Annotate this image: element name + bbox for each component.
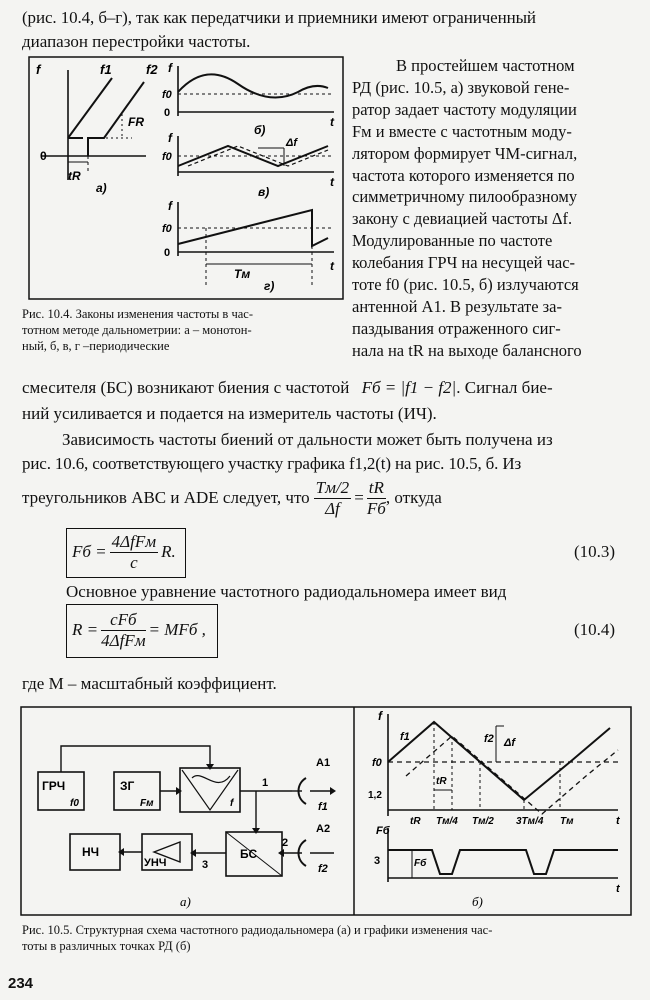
x-Tm2: Tм/2	[472, 816, 494, 827]
fig104-g-f: f	[168, 199, 172, 213]
right-column-line: частота которого изменяется по	[352, 165, 575, 185]
node-2: 2	[282, 837, 289, 849]
fig104-b-label: б)	[254, 123, 266, 137]
right-column-line: симметричному пилообразному	[352, 187, 578, 207]
eq1-den: c	[130, 552, 138, 572]
right-column-line: нала на tR на выходе балансного	[352, 340, 582, 360]
eq2-number: (10.4)	[574, 620, 616, 639]
block-bs: БС	[240, 847, 258, 861]
x-3Tm4: 3Tм/4	[516, 816, 544, 827]
right-column-line: антенной A1. В результате за-	[352, 296, 563, 316]
eq1-lhs: Fб =	[72, 542, 107, 561]
fig104-label-a: а)	[96, 181, 107, 195]
fig104-v-label: в)	[258, 185, 270, 199]
eq1-number: (10.3)	[574, 542, 616, 561]
eq2-den: 4ΔfFм	[101, 630, 146, 650]
fig104-b-0: 0	[164, 107, 171, 119]
fraction-tr	[367, 478, 386, 519]
graph-Fb-mark: Fб	[414, 858, 427, 869]
top-line-2: диапазон перестройки частоты.	[22, 32, 251, 51]
right-column-line: В простейшем частотном	[396, 56, 575, 75]
panel-a-label: а)	[180, 894, 191, 909]
mid-text: Основное уравнение частотного радиодальномера имеет вид	[66, 582, 507, 601]
fig104-b-t: t	[330, 115, 334, 129]
fig104-g-f0: f0	[162, 223, 172, 235]
eq2-num: cFб	[101, 610, 145, 631]
right-column-line: Модулированные по частоте	[352, 231, 553, 251]
fraction-tm	[314, 478, 352, 519]
graph-y12: 1,2	[368, 790, 382, 801]
graph-tR-top: tR	[436, 776, 447, 787]
fig104-g-0: 0	[164, 247, 171, 259]
fig104-g-t: t	[330, 259, 334, 273]
block-unch: УНЧ	[144, 857, 167, 869]
block-fm-f: f	[230, 798, 234, 809]
fig104-b-f0: f0	[162, 89, 172, 101]
para-line-5	[22, 476, 442, 520]
formula-fb: Fб = |f1 − f2|	[361, 378, 457, 397]
where-text: где M – масштабный коэффициент.	[22, 674, 277, 693]
right-column-line: лятором формирует ЧМ-сигнал,	[352, 143, 578, 163]
node-1: 1	[262, 777, 269, 789]
block-nch: НЧ	[82, 845, 100, 859]
figure-10-4	[28, 56, 344, 300]
eq2-mid: = MFб ,	[148, 620, 206, 639]
fraction-tm-den: Δf	[325, 498, 340, 518]
fig104-v-t: t	[330, 175, 334, 189]
fig104-b-f: f	[168, 61, 172, 75]
figure-10-5-svg	[20, 706, 632, 916]
fig105-caption-1: Рис. 10.5. Структурная схема частотного радиодальномера (а) и графики изменения час-	[22, 923, 493, 937]
top-line-1: (рис. 10.4, б–г), так как передатчики и приемники имеют ограниченный	[22, 8, 536, 27]
fig104-label-f1: f1	[100, 62, 112, 77]
right-column-line: закону с девиацией частоты Δf.	[352, 209, 573, 229]
graph-f2: f2	[484, 733, 494, 745]
eq1-num: 4ΔfFм	[111, 531, 157, 551]
figure-10-4-svg	[28, 56, 344, 300]
right-column-line: Fм и вместе с частотным моду-	[352, 121, 572, 141]
eq2-lhs: R =	[72, 620, 99, 639]
fig104-label-fR: FR	[128, 115, 144, 129]
fig104-caption-2: тотном методе дальнометрии: а – монотон-	[22, 323, 252, 337]
block-zg-sub: Fм	[140, 798, 154, 809]
para-line-5a: треугольников ABC и ADE следует, что	[22, 488, 310, 507]
fig104-label-tR: tR	[68, 169, 81, 183]
panel-b-label: б)	[472, 894, 483, 909]
x-Tm: Tм	[560, 816, 574, 827]
para-line-2: ний усиливается и подается на измеритель частоты (ИЧ).	[22, 404, 437, 423]
figure-10-5	[20, 706, 632, 916]
antenna-a1: A1	[316, 757, 331, 769]
page-number: 234	[8, 975, 34, 992]
fig104-label-f2: f2	[146, 62, 158, 77]
fraction-tm-num: Tм/2	[315, 477, 350, 497]
block-grch: ГРЧ	[42, 779, 66, 793]
fig104-label-zero: 0	[40, 149, 47, 163]
antenna-a2: A2	[316, 823, 331, 835]
graph-y3: 3	[374, 855, 381, 867]
fig104-g-Tm: Tм	[234, 267, 251, 281]
antenna-f2: f2	[318, 863, 328, 875]
right-column-line: паздывания отраженного сиг-	[352, 318, 561, 338]
eq2-fraction	[101, 610, 145, 651]
fig104-v-f: f	[168, 131, 172, 145]
graph-f0: f0	[372, 757, 382, 769]
equation-10-3	[72, 530, 176, 574]
eq1-rhs: R.	[161, 542, 176, 561]
graph-t-top: t	[616, 815, 620, 827]
para-line-1a: смесителя (БС) возникают биения с частотой	[22, 378, 350, 397]
fraction-tr-den: Fб	[366, 498, 386, 518]
graph-Fb: Fб	[376, 825, 390, 837]
fig104-g-label: г)	[264, 279, 275, 293]
para-line-5b: , откуда	[385, 488, 442, 507]
x-tR: tR	[410, 816, 421, 827]
fraction-tr-num: tR	[368, 477, 384, 497]
block-grch-sub: f0	[70, 798, 79, 809]
right-column-line: колебания ГРЧ на несущей час-	[352, 253, 576, 273]
right-column-line: тоте f0 (рис. 10.5, б) излучаются	[352, 275, 579, 294]
equation-10-4	[72, 608, 206, 652]
fig104-caption-3: ный, б, в, г –периодические	[22, 339, 170, 353]
block-zg: ЗГ	[120, 779, 135, 793]
fig104-label-f: f	[36, 62, 41, 77]
right-column-line: РД (рис. 10.5, а) звуковой гене-	[352, 77, 570, 97]
fig104-caption-1: Рис. 10.4. Законы изменения частоты в час-	[22, 307, 253, 321]
fig104-v-f0: f0	[162, 151, 172, 163]
eq-sign: =	[354, 488, 364, 507]
para-line-1b: . Сигнал бие-	[456, 378, 553, 397]
graph-t-bottom: t	[616, 883, 620, 895]
right-column-line: ратор задает частоту модуляции	[352, 99, 577, 119]
x-Tm4: Tм/4	[436, 816, 458, 827]
para-line-3: Зависимость частоты биений от дальности может быть получена из	[62, 430, 553, 449]
eq1-fraction	[110, 532, 158, 573]
fig104-v-df: Δf	[286, 137, 298, 149]
node-3: 3	[202, 859, 209, 871]
para-line-4: рис. 10.6, соответствующего участку графика f1,2(t) на рис. 10.5, б. Из	[22, 454, 522, 473]
antenna-f1: f1	[318, 801, 328, 813]
graph-f: f	[378, 709, 382, 723]
fig105-caption-2: тоты в различных точках РД (б)	[22, 939, 191, 953]
graph-f1: f1	[400, 731, 410, 743]
graph-df: Δf	[504, 737, 516, 749]
para-line-1	[22, 376, 553, 400]
